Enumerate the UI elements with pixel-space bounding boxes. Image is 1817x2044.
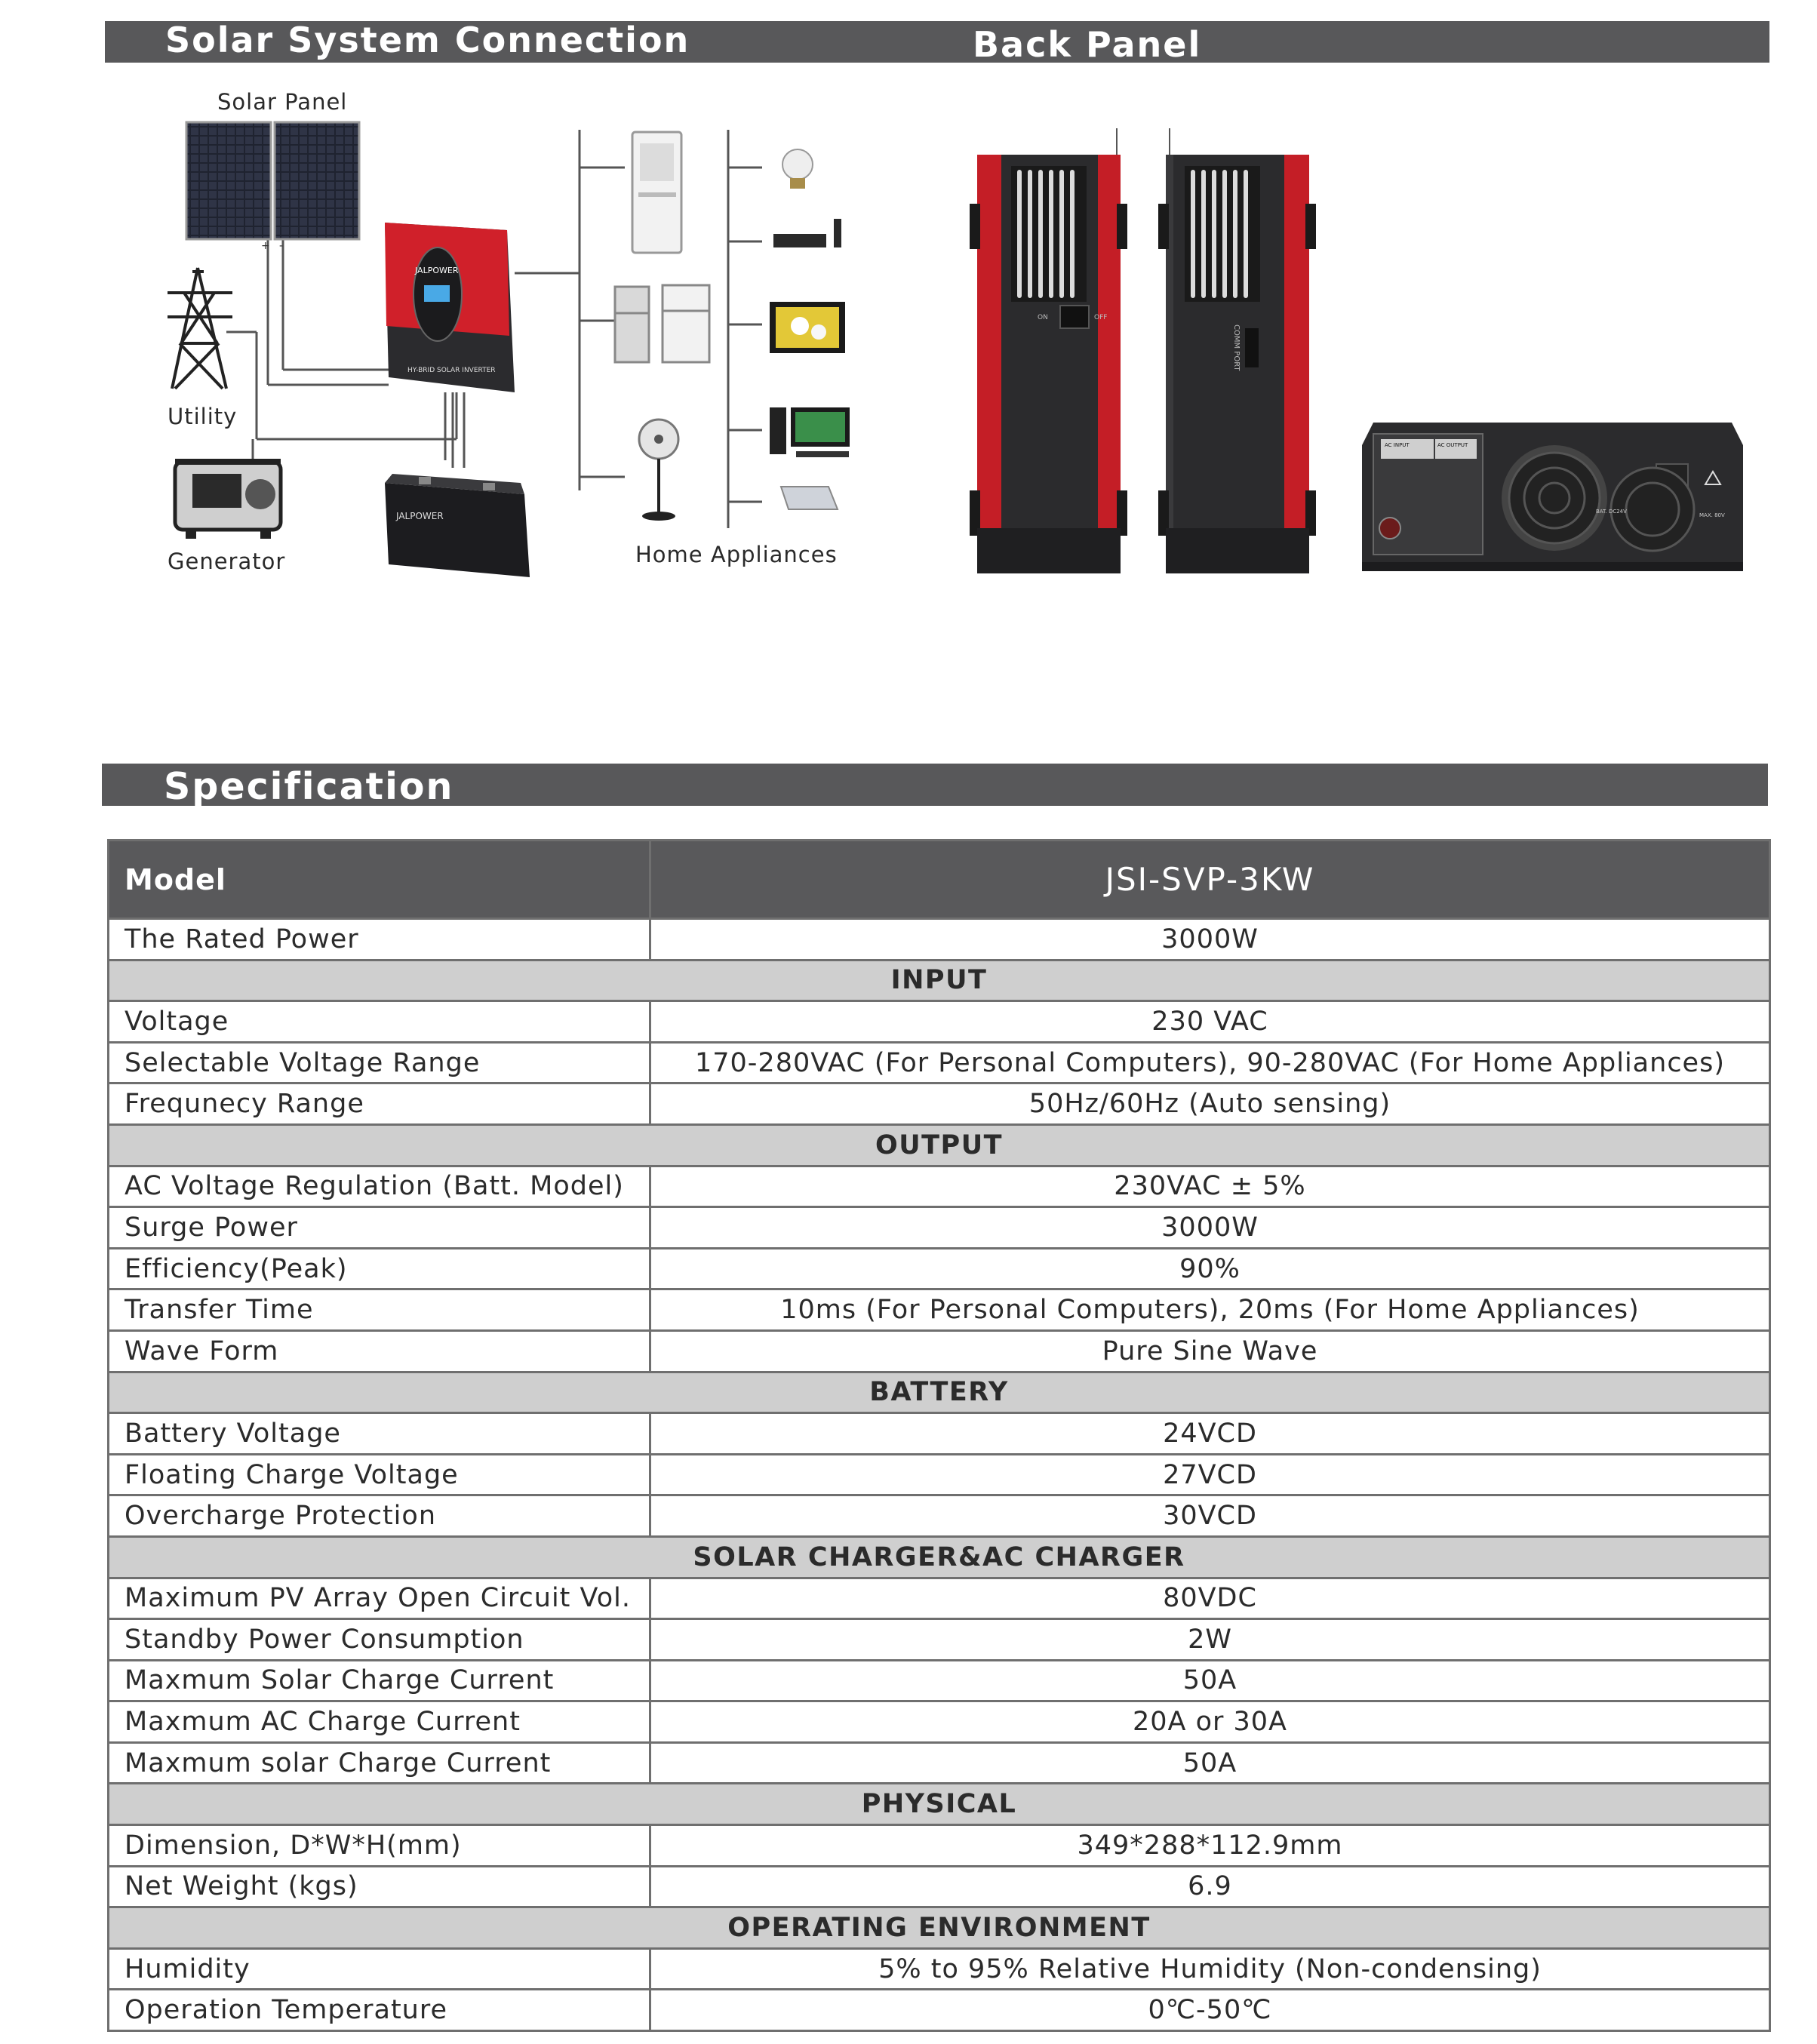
- model-value: JSI-SVP-3KW: [650, 841, 1770, 919]
- spec-row: [109, 1701, 1770, 1743]
- spec-value: 90%: [650, 1248, 1770, 1289]
- spec-value: 50Hz/60Hz (Auto sensing): [650, 1083, 1770, 1125]
- spec-row: [109, 1413, 1770, 1455]
- spec-row: [109, 1742, 1770, 1784]
- spec-row: [109, 1578, 1770, 1619]
- spec-value: 2W: [650, 1619, 1770, 1661]
- inverter-side-view-left: [970, 128, 1127, 573]
- air-conditioner-icon: [632, 132, 681, 253]
- spec-key: Overcharge Protection: [109, 1495, 650, 1537]
- section-title: INPUT: [109, 960, 1770, 1001]
- spec-key: Dimension, D*W*H(mm): [109, 1825, 650, 1867]
- spec-value: 80VDC: [650, 1578, 1770, 1619]
- connection-diagram: [0, 0, 936, 604]
- inverter-icon: [385, 223, 515, 392]
- spec-value: 24VCD: [650, 1413, 1770, 1455]
- spec-row: [109, 1207, 1770, 1249]
- home-appliances-label: Home Appliances: [635, 542, 838, 567]
- refrigerator-icon: [615, 285, 709, 362]
- pv-terminal-label: MAX. 80V: [1699, 512, 1725, 518]
- model-label: Model: [109, 841, 650, 919]
- back-panel-title: Back Panel: [973, 24, 1202, 65]
- spec-row: [109, 1948, 1770, 1990]
- section-title: PHYSICAL: [109, 1784, 1770, 1825]
- spec-key: Voltage: [109, 1001, 650, 1043]
- spec-row: [109, 1166, 1770, 1207]
- dvd-player-icon: [773, 219, 841, 247]
- spec-key: Operation Temperature: [109, 1990, 650, 2031]
- solar-system-connection-title: Solar System Connection: [165, 20, 690, 60]
- spec-row: [109, 1001, 1770, 1043]
- light-bulb-icon: [782, 149, 813, 189]
- spec-key: The Rated Power: [109, 919, 650, 961]
- spec-value: 349*288*112.9mm: [650, 1825, 1770, 1867]
- inverter-side-view-right: [1158, 128, 1316, 573]
- inverter-rear-view: [1362, 423, 1743, 571]
- specification-title: Specification: [164, 765, 454, 808]
- spec-value: 27VCD: [650, 1454, 1770, 1495]
- spec-value: 5% to 95% Relative Humidity (Non-condensing): [650, 1948, 1770, 1990]
- spec-key: Surge Power: [109, 1207, 650, 1249]
- off-label: OFF: [1094, 314, 1108, 321]
- spec-value: 50A: [650, 1742, 1770, 1784]
- model-row: [109, 841, 1770, 919]
- spec-row: [109, 1660, 1770, 1701]
- spec-key: Wave Form: [109, 1330, 650, 1372]
- section-header-row: [109, 1907, 1770, 1949]
- spec-key: Battery Voltage: [109, 1413, 650, 1455]
- panel-minus-terminal: -: [279, 240, 284, 252]
- generator-icon: [175, 462, 281, 539]
- svg-text:HY-BRID SOLAR INVERTER: HY-BRID SOLAR INVERTER: [407, 367, 496, 374]
- spec-value: 230VAC ± 5%: [650, 1166, 1770, 1207]
- television-icon: [770, 302, 845, 353]
- utility-tower-icon: [168, 268, 232, 389]
- spec-value: 0℃-50℃: [650, 1990, 1770, 2031]
- svg-text:JALPOWER: JALPOWER: [415, 266, 459, 275]
- section-header-row: [109, 1536, 1770, 1578]
- section-header-row: [109, 960, 1770, 1001]
- spec-value: 3000W: [650, 919, 1770, 961]
- battery-icon: [385, 474, 530, 577]
- spec-value: 20A or 30A: [650, 1701, 1770, 1743]
- spec-key: Humidity: [109, 1948, 650, 1990]
- laptop-icon: [781, 487, 838, 509]
- spec-key: Standby Power Consumption: [109, 1619, 650, 1661]
- spec-key: Efficiency(Peak): [109, 1248, 650, 1289]
- spec-value: 230 VAC: [650, 1001, 1770, 1043]
- spec-row: [109, 1330, 1770, 1372]
- utility-label: Utility: [168, 404, 238, 429]
- spec-key: Frequnecy Range: [109, 1083, 650, 1125]
- spec-row: [109, 919, 1770, 961]
- section-title: OPERATING ENVIRONMENT: [109, 1907, 1770, 1949]
- spec-key: Selectable Voltage Range: [109, 1042, 650, 1083]
- spec-value: 170-280VAC (For Personal Computers), 90-280VAC (For Home Appliances): [650, 1042, 1770, 1083]
- solar-panel-icon: [186, 122, 359, 239]
- spec-row: [109, 1042, 1770, 1083]
- spec-row: [109, 1495, 1770, 1537]
- spec-row: [109, 1248, 1770, 1289]
- section-header-row: [109, 1372, 1770, 1413]
- specification-table: [107, 839, 1771, 2032]
- spec-key: Maxmum Solar Charge Current: [109, 1660, 650, 1701]
- spec-value: 3000W: [650, 1207, 1770, 1249]
- spec-value: 10ms (For Personal Computers), 20ms (For Home Appliances): [650, 1289, 1770, 1331]
- spec-row: [109, 1454, 1770, 1495]
- spec-value: 30VCD: [650, 1495, 1770, 1537]
- section-header-row: [109, 1784, 1770, 1825]
- spec-row: [109, 1990, 1770, 2031]
- spec-key: Maxmum AC Charge Current: [109, 1701, 650, 1743]
- spec-row: [109, 1866, 1770, 1907]
- spec-value: Pure Sine Wave: [650, 1330, 1770, 1372]
- spec-key: AC Voltage Regulation (Batt. Model): [109, 1166, 650, 1207]
- fan-icon: [639, 420, 678, 521]
- section-header-row: [109, 1124, 1770, 1166]
- spec-key: Transfer Time: [109, 1289, 650, 1331]
- svg-text:JALPOWER: JALPOWER: [396, 511, 444, 521]
- specification-bar: [102, 764, 1768, 806]
- ac-output-label: AC OUTPUT: [1437, 442, 1468, 448]
- section-title: SOLAR CHARGER&AC CHARGER: [109, 1536, 1770, 1578]
- spec-key: Floating Charge Voltage: [109, 1454, 650, 1495]
- spec-row: [109, 1619, 1770, 1661]
- back-panel-images: [936, 121, 1773, 589]
- computer-icon: [770, 407, 850, 457]
- section-title: OUTPUT: [109, 1124, 1770, 1166]
- spec-value: 50A: [650, 1660, 1770, 1701]
- on-label: ON: [1038, 314, 1048, 321]
- spec-row: [109, 1289, 1770, 1331]
- battery-terminal-label: BAT. DC24V: [1596, 509, 1627, 515]
- panel-plus-terminal: +: [261, 240, 270, 252]
- ac-input-label: AC INPUT: [1385, 442, 1410, 448]
- generator-label: Generator: [168, 549, 286, 574]
- spec-key: Maximum PV Array Open Circuit Vol.: [109, 1578, 650, 1619]
- solar-panel-label: Solar Panel: [217, 89, 348, 115]
- spec-row: [109, 1083, 1770, 1125]
- spec-key: Net Weight (kgs): [109, 1866, 650, 1907]
- spec-row: [109, 1825, 1770, 1867]
- spec-value: 6.9: [650, 1866, 1770, 1907]
- spec-key: Maxmum solar Charge Current: [109, 1742, 650, 1784]
- section-title: BATTERY: [109, 1372, 1770, 1413]
- com-port-label: COMM PORT: [1232, 324, 1241, 371]
